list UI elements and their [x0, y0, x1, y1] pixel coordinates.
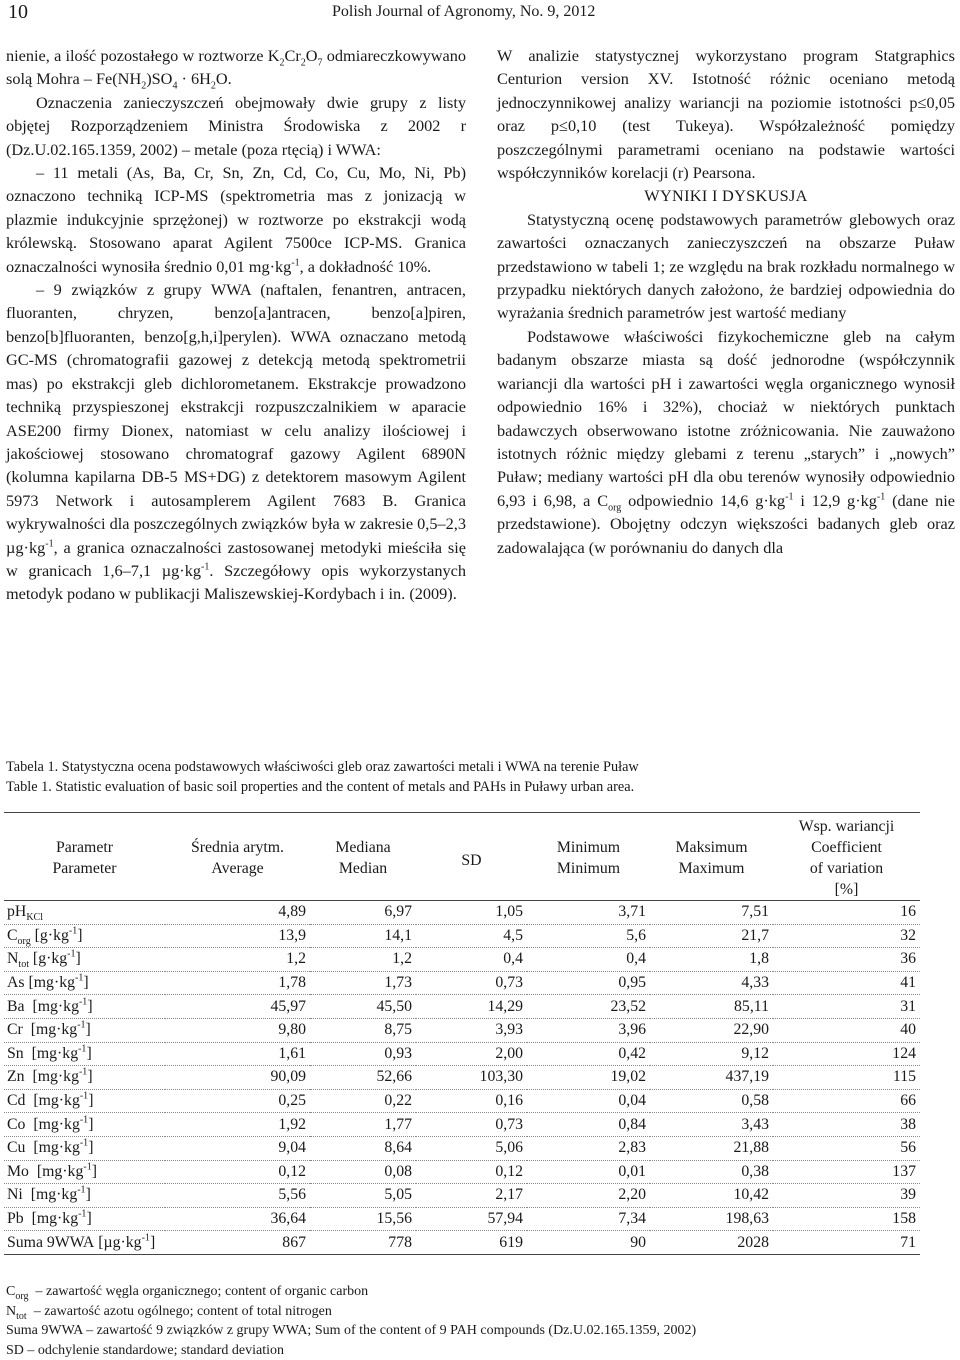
table-body [4, 901, 920, 1255]
paragraph: W analizie statystycznej wykorzystano program Statgraphics Centurion version XV. Istotność różnic oceniano metodą jednoczynnikowej analizy wariancji na poziomie istotności p≤0,05 oraz p≤0,10 (test Tukeya). Współzależność pomiędzy poszczególnymi parametrami oceniano na podstawie wartości współczynników korelacji (r) Pearsona. [497, 46, 955, 183]
mean-cell: 1,2 [165, 948, 310, 972]
parameter-cell: Ni $[mg\cdot kg^{-1}]$ [4, 1184, 165, 1208]
right-column [497, 44, 955, 559]
min-cell: 0,84 [527, 1113, 650, 1137]
max-cell: 198,63 [650, 1207, 773, 1231]
parameter-cell: Zn $[mg\cdot kg^{-1}]$ [4, 1066, 165, 1090]
max-cell: 0,38 [650, 1160, 773, 1184]
mean-cell: 1,92 [165, 1113, 310, 1137]
caption-polish: Tabela 1. Statystyczna ocena podstawowych właściwości gleb oraz zawartości metali i WWA na terenie Puław [6, 759, 639, 775]
min-cell: 90 [527, 1231, 650, 1255]
parameter-cell: Cu $[mg\cdot kg^{-1}]$ [4, 1136, 165, 1160]
parameter-cell: Cr $[mg\cdot kg^{-1}]$ [4, 1018, 165, 1042]
mean-cell: 867 [165, 1231, 310, 1255]
min-cell: 0,95 [527, 971, 650, 995]
mean-cell: 45,97 [165, 995, 310, 1019]
cv-cell: 39 [773, 1184, 920, 1208]
table-row [4, 995, 920, 1019]
median-cell: 1,77 [310, 1113, 416, 1137]
median-cell: 45,50 [310, 995, 416, 1019]
paragraph: – 9 związków z grupy WWA (naftalen, fenantren, antracen, fluoranten, chryzen, benzo[a]antracen, benzo[a]piren, benzo[b]fluoranten, benzo[g,h,i]perylen). WWA oznaczano metodą GC-MS (chromatografii gazowej z detekcją metodą spektrometrii mas) po ekstrakcji gleb dichlorometanem. Ekstrakcje prowadzono techniką przyspieszonej ekstrakcji rozpuszczalnikiem w aparacie ASE200 firmy Dionex, natomiast w celu analizy ilościowej i jakościowej stosowano chromatograf gazowy Agilent 6890N (kolumna kapilarna DB-5 MS+DG) z detektorem masowym Agilent 5973 Network i autosamplerem Agilent 7683 B. Granica wykrywalności dla poszczególnych związków była w zakresie 0,5–2,3 $\mu g\cdot kg^{-1}$, a granica oznaczalności zastosowanej metodyki mieściła się w granicach 1,6–7,1 $\mu g\cdot kg^{-1}$. Szczegółowy opis wykorzystanych metodyk podano w publikacji Maliszewskiej-Kordybach i in. (2009). [6, 280, 466, 604]
cv-cell: 38 [773, 1113, 920, 1137]
sd-cell: 1,05 [416, 901, 527, 925]
median-cell: 1,73 [310, 971, 416, 995]
cv-cell: 16 [773, 901, 920, 925]
cv-cell: 41 [773, 971, 920, 995]
cv-cell: 40 [773, 1018, 920, 1042]
median-cell: 0,08 [310, 1160, 416, 1184]
table-header-row [4, 813, 920, 901]
max-cell: 21,88 [650, 1136, 773, 1160]
paragraph: Statystyczną ocenę podstawowych parametrów glebowych oraz zawartości oznaczanych zanieczyszczeń na obszarze Puław przedstawiono w tabeli 1; ze względu na brak rozkładu normalnego w przypadku niektórych danych założono, że bardziej odpowiednia do wyrażania średnich parametrów jest wartość mediany [497, 209, 955, 323]
sd-cell: 57,94 [416, 1207, 527, 1231]
min-cell: 3,96 [527, 1018, 650, 1042]
mean-cell: 90,09 [165, 1066, 310, 1090]
cv-cell: 124 [773, 1042, 920, 1066]
table-row [4, 901, 920, 925]
parameter-cell: $pH_{KCl}$ [4, 901, 165, 925]
min-cell: 19,02 [527, 1066, 650, 1090]
caption-english: Table 1. Statistic evaluation of basic soil properties and the content of metals and PAHs in Puławy urban area. [6, 779, 635, 795]
max-cell: 7,51 [650, 901, 773, 925]
median-cell: 14,1 [310, 924, 416, 948]
journal-title: Polish Journal of Agronomy, No. 9, 2012 [332, 3, 596, 20]
table-row [4, 1207, 920, 1231]
table-caption [6, 757, 639, 797]
min-cell: 3,71 [527, 901, 650, 925]
page-header [0, 0, 960, 24]
cv-cell: 158 [773, 1207, 920, 1231]
mean-cell: 36,64 [165, 1207, 310, 1231]
max-cell: 1,8 [650, 948, 773, 972]
footnote: $C_{org}$ – zawartość węgla organicznego; content of organic carbon [6, 1284, 369, 1302]
mean-cell: 4,89 [165, 901, 310, 925]
parameter-cell: Cd $[mg\cdot kg^{-1}]$ [4, 1089, 165, 1113]
sd-cell: 0,73 [416, 971, 527, 995]
parameter-cell: Pb $[mg\cdot kg^{-1}]$ [4, 1207, 165, 1231]
sd-cell: 619 [416, 1231, 527, 1255]
table-footnotes [6, 1282, 696, 1360]
max-cell: 3,43 [650, 1113, 773, 1137]
header-coefficient-of-variation: Wsp. wariancji Coefficient of variation [%] [773, 813, 920, 901]
parameter-cell: Suma 9WWA $[\mu g\cdot kg^{-1}]$ [4, 1231, 165, 1255]
parameter-cell: Ba $[mg\cdot kg^{-1}]$ [4, 995, 165, 1019]
mean-cell: 1,61 [165, 1042, 310, 1066]
median-cell: 1,2 [310, 948, 416, 972]
median-cell: 8,75 [310, 1018, 416, 1042]
parameter-cell: Sn $[mg\cdot kg^{-1}]$ [4, 1042, 165, 1066]
max-cell: 22,90 [650, 1018, 773, 1042]
max-cell: 0,58 [650, 1089, 773, 1113]
sd-cell: 5,06 [416, 1136, 527, 1160]
table-row [4, 971, 920, 995]
cv-cell: 36 [773, 948, 920, 972]
header-maximum: Maksimum Maximum [650, 813, 773, 901]
table-row [4, 1113, 920, 1137]
max-cell: 21,7 [650, 924, 773, 948]
footnote: SD – odchylenie standardowe; standard deviation [6, 1342, 284, 1358]
parameter-cell: Co $[mg\cdot kg^{-1}]$ [4, 1113, 165, 1137]
header-minimum: Minimum Minimum [527, 813, 650, 901]
paragraph: Oznaczenia zanieczyszczeń obejmowały dwie grupy z listy objętej Rozporządzeniem Ministra Środowiska z 2002 r (Dz.U.02.165.1359, 2002) – metale (poza rtęcią) i WWA: [6, 92, 466, 159]
header-parameter: Parametr Parameter [4, 813, 165, 901]
cv-cell: 66 [773, 1089, 920, 1113]
table-row [4, 1018, 920, 1042]
sd-cell: 0,16 [416, 1089, 527, 1113]
min-cell: 5,6 [527, 924, 650, 948]
cv-cell: 115 [773, 1066, 920, 1090]
sd-cell: 3,93 [416, 1018, 527, 1042]
max-cell: 437,19 [650, 1066, 773, 1090]
mean-cell: 5,56 [165, 1184, 310, 1208]
min-cell: 2,20 [527, 1184, 650, 1208]
max-cell: 10,42 [650, 1184, 773, 1208]
parameter-cell: $N_{tot}$ $[g\cdot kg^{-1}]$ [4, 948, 165, 972]
parameter-cell: Mo $[mg\cdot kg^{-1}]$ [4, 1160, 165, 1184]
parameter-cell: $C_{org}$ $[g\cdot kg^{-1}]$ [4, 924, 165, 948]
sd-cell: 2,17 [416, 1184, 527, 1208]
table-row [4, 1160, 920, 1184]
table-row [4, 948, 920, 972]
cv-cell: 71 [773, 1231, 920, 1255]
sd-cell: 2,00 [416, 1042, 527, 1066]
median-cell: 0,93 [310, 1042, 416, 1066]
cv-cell: 137 [773, 1160, 920, 1184]
table-row [4, 1136, 920, 1160]
min-cell: 2,83 [527, 1136, 650, 1160]
sd-cell: 0,4 [416, 948, 527, 972]
min-cell: 23,52 [527, 995, 650, 1019]
mean-cell: 9,80 [165, 1018, 310, 1042]
median-cell: 5,05 [310, 1184, 416, 1208]
median-cell: 15,56 [310, 1207, 416, 1231]
header-sd: SD [416, 813, 527, 901]
min-cell: 0,4 [527, 948, 650, 972]
min-cell: 0,01 [527, 1160, 650, 1184]
sd-cell: 14,29 [416, 995, 527, 1019]
sd-cell: 103,30 [416, 1066, 527, 1090]
sd-cell: 4,5 [416, 924, 527, 948]
cv-cell: 32 [773, 924, 920, 948]
sd-cell: 0,12 [416, 1160, 527, 1184]
footnote: $N_{tot}$ – zawartość azotu ogólnego; content of total nitrogen [6, 1303, 332, 1322]
parameter-cell: As $[mg\cdot kg^{-1}]$ [4, 971, 165, 995]
mean-cell: 0,25 [165, 1089, 310, 1113]
min-cell: 0,42 [527, 1042, 650, 1066]
table-row [4, 1089, 920, 1113]
min-cell: 0,04 [527, 1089, 650, 1113]
median-cell: 0,22 [310, 1089, 416, 1113]
max-cell: 9,12 [650, 1042, 773, 1066]
header-average: Średnia arytm. Average [165, 813, 310, 901]
mean-cell: 13,9 [165, 924, 310, 948]
left-column [6, 44, 466, 606]
table-row [4, 1184, 920, 1208]
max-cell: 2028 [650, 1231, 773, 1255]
sd-cell: 0,73 [416, 1113, 527, 1137]
mean-cell: 0,12 [165, 1160, 310, 1184]
statistics-table [4, 812, 920, 1255]
cv-cell: 56 [773, 1136, 920, 1160]
footnote: Suma 9WWA – zawartość 9 związków z grupy WWA; Sum of the content of 9 PAH compounds (Dz.U.02.165.1359, 2002) [6, 1323, 697, 1338]
median-cell: 6,97 [310, 901, 416, 925]
min-cell: 7,34 [527, 1207, 650, 1231]
mean-cell: 9,04 [165, 1136, 310, 1160]
median-cell: 8,64 [310, 1136, 416, 1160]
table-row [4, 1231, 920, 1255]
mean-cell: 1,78 [165, 971, 310, 995]
table-row [4, 924, 920, 948]
paragraph: nienie, a ilość pozostałego w roztworze $K_2Cr_2O_7$ odmiareczkowywano solą Mohra – $Fe(NH_2)SO_4 \cdot 6H_2O$. [6, 46, 467, 92]
header-median: Mediana Median [310, 813, 416, 901]
median-cell: 778 [310, 1231, 416, 1255]
table-row [4, 1066, 920, 1090]
table-row [4, 1042, 920, 1066]
max-cell: 85,11 [650, 995, 773, 1019]
cv-cell: 31 [773, 995, 920, 1019]
median-cell: 52,66 [310, 1066, 416, 1090]
page-number: 10 [8, 1, 28, 23]
paragraph: Podstawowe właściwości fizykochemiczne gleb na całym badanym obszarze miasta są dość jednorodne (współczynnik wariancji dla wartości pH i zawartości węgla organicznego wynosił odpowiednio 16% i 32%), chociaż w niektórych punktach badawczych obserwowano istotne zróżnicowania. Nie zauważono istotnych różnic między glebami z terenu „starych” i „nowych” Puław; mediany wartości pH dla obu terenów wynosiły odpowiednio 6,93 i 6,98, a $C_{org}$ odpowiednio 14,6 $g\cdot kg^{-1}$ i 12,9 $g\cdot kg^{-1}$ (dane nie przedstawione). Obojętny odczyn większości badanych gleb oraz zadowalająca (w porównaniu do danych dla [497, 326, 955, 557]
max-cell: 4,33 [650, 971, 773, 995]
section-title: WYNIKI I DYSKUSJA [644, 186, 808, 206]
paragraph: – 11 metali (As, Ba, Cr, Sn, Zn, Cd, Co, Cu, Mo, Ni, Pb) oznaczono techniką ICP-MS (spektrometria mas z jonizacją w plazmie indukcyjnie sprzężonej) w roztworze po ekstrakcji wodą królewską. Stosowano aparat Agilent 7500ce ICP-MS. Granica oznaczalności wynosiła średnio 0,01 $mg\cdot kg^{-1}$, a dokładność 10%. [6, 163, 466, 276]
